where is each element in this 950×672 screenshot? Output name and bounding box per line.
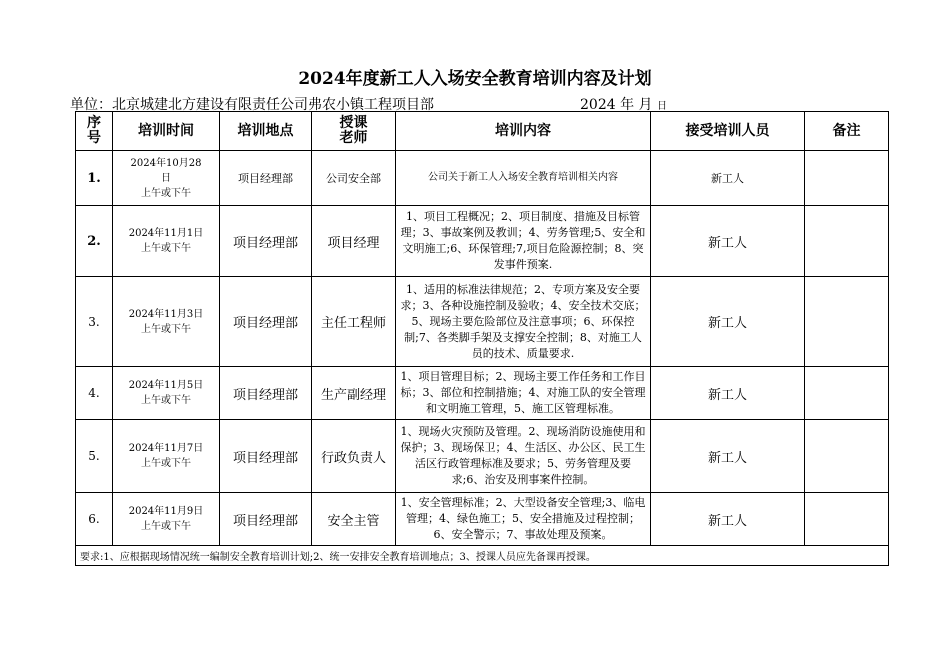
row-remark [805,206,889,277]
date-month: 月 [634,97,657,113]
row-place: 项目经理部 [220,493,312,546]
row-recipients: 新工人 [651,277,805,367]
row-content: 1、项目工程概况；2、项目制度、措施及目标管理；3、事故案例及教训；4、劳务管理;5、安全和文明施工;6、环保管理;7,项目危险源控制；8、突发事件预案. [396,206,651,277]
row-time [113,420,220,493]
row-remark [805,493,889,546]
row-time-date: 2024年11月9日 [128,506,204,517]
row-time [113,367,220,420]
row-time [113,493,220,546]
row-content: 1、现场火灾预防及管理。2、现场消防设施使用和保护；3、现场保卫；4、生活区、办公区、民工生活区行政管理标准及要求；5、劳务管理及要求;6、治安及刑事案件控制。 [396,420,651,493]
row-recipients: 新工人 [651,493,805,546]
table-row [76,277,889,367]
header-teacher: 授课老师 [312,112,396,151]
row-teacher: 行政负责人 [312,420,396,493]
row-remark [805,151,889,206]
header-recipients: 接受培训人员 [651,112,805,151]
row-teacher: 主任工程师 [312,277,396,367]
row-place: 项目经理部 [220,420,312,493]
row-teacher: 生产副经理 [312,367,396,420]
row-content: 公司关于新工人入场安全教育培训相关内容 [396,151,651,206]
row-place: 项目经理部 [220,367,312,420]
table-row [76,420,889,493]
unit-label: 单位：北京城建北方建设有限责任公司弗农小镇工程项目部 [70,97,434,113]
row-time-period: 上午或下午 [141,458,191,469]
table-row [76,367,889,420]
requirements-note: 要求:1、应根据现场情况统一编制安全教育培训计划;2、统一安排安全教育培训地点；3、授课人员应先备课再授课。 [76,546,889,566]
row-time-date: 2024年11月5日 [128,380,204,391]
row-recipients: 新工人 [651,420,805,493]
row-content: 1、适用的标准法律规范；2、专项方案及安全要求；3、各种设施控制及验收；4、安全技术交底；5、现场主要危险部位及注意事项；6、环保控制;7、各类脚手架及支撑安全控制；8、对施工人员的技术、质量要求. [396,277,651,367]
row-seq: 2. [76,206,113,277]
row-seq: 6. [76,493,113,546]
row-place: 项目经理部 [220,151,312,206]
row-time-period: 上午或下午 [141,243,191,254]
row-teacher: 安全主管 [312,493,396,546]
row-time-period: 上午或下午 [141,395,191,406]
row-time [113,151,220,206]
row-recipients: 新工人 [651,367,805,420]
row-time [113,277,220,367]
row-time-date: 2024年11月7日 [128,443,204,454]
row-seq: 5. [76,420,113,493]
row-time-date: 2024年11月3日 [128,308,204,320]
row-time-date: 2024年11月1日 [128,228,204,239]
row-time-period: 上午或下午 [141,521,191,532]
header-seq: 序号 [76,112,113,151]
date-year: 2024 年 [580,97,635,113]
header-place: 培训地点 [220,112,312,151]
row-content: 1、项目管理目标；2、现场主要工作任务和工作目标；3、部位和控制措施；4、对施工队的安全管理和文明施工管理，5、施工区管理标准。 [396,367,651,420]
row-seq: 3. [76,277,113,367]
header-time: 培训时间 [113,112,220,151]
table-header-row [76,112,889,151]
row-time-date: 2024年10月28日 [130,157,202,184]
row-time-period: 上午或下午 [141,323,191,335]
table-row [76,493,889,546]
row-seq: 4. [76,367,113,420]
table-row [76,151,889,206]
row-time-period: 上午或下午 [141,187,191,199]
row-remark [805,367,889,420]
row-place: 项目经理部 [220,277,312,367]
date-day: 日 [657,101,667,112]
row-remark [805,277,889,367]
header-content: 培训内容 [396,112,651,151]
row-seq: 1. [76,151,113,206]
training-plan-table [75,111,889,566]
row-teacher: 公司安全部 [312,151,396,206]
requirements-row [76,546,889,566]
row-content: 1、安全管理标准；2、大型设备安全管理;3、临电管理；4、绿色施工；5、安全措施及过程控制；6、安全警示；7、事故处理及预案。 [396,493,651,546]
document-title: 2024年度新工人入场安全教育培训内容及计划 [298,69,652,89]
row-time [113,206,220,277]
row-recipients: 新工人 [651,206,805,277]
row-teacher: 项目经理 [312,206,396,277]
header-remark: 备注 [805,112,889,151]
table-row [76,206,889,277]
row-remark [805,420,889,493]
row-recipients: 新工人 [651,151,805,206]
row-place: 项目经理部 [220,206,312,277]
unit-line [70,94,890,112]
